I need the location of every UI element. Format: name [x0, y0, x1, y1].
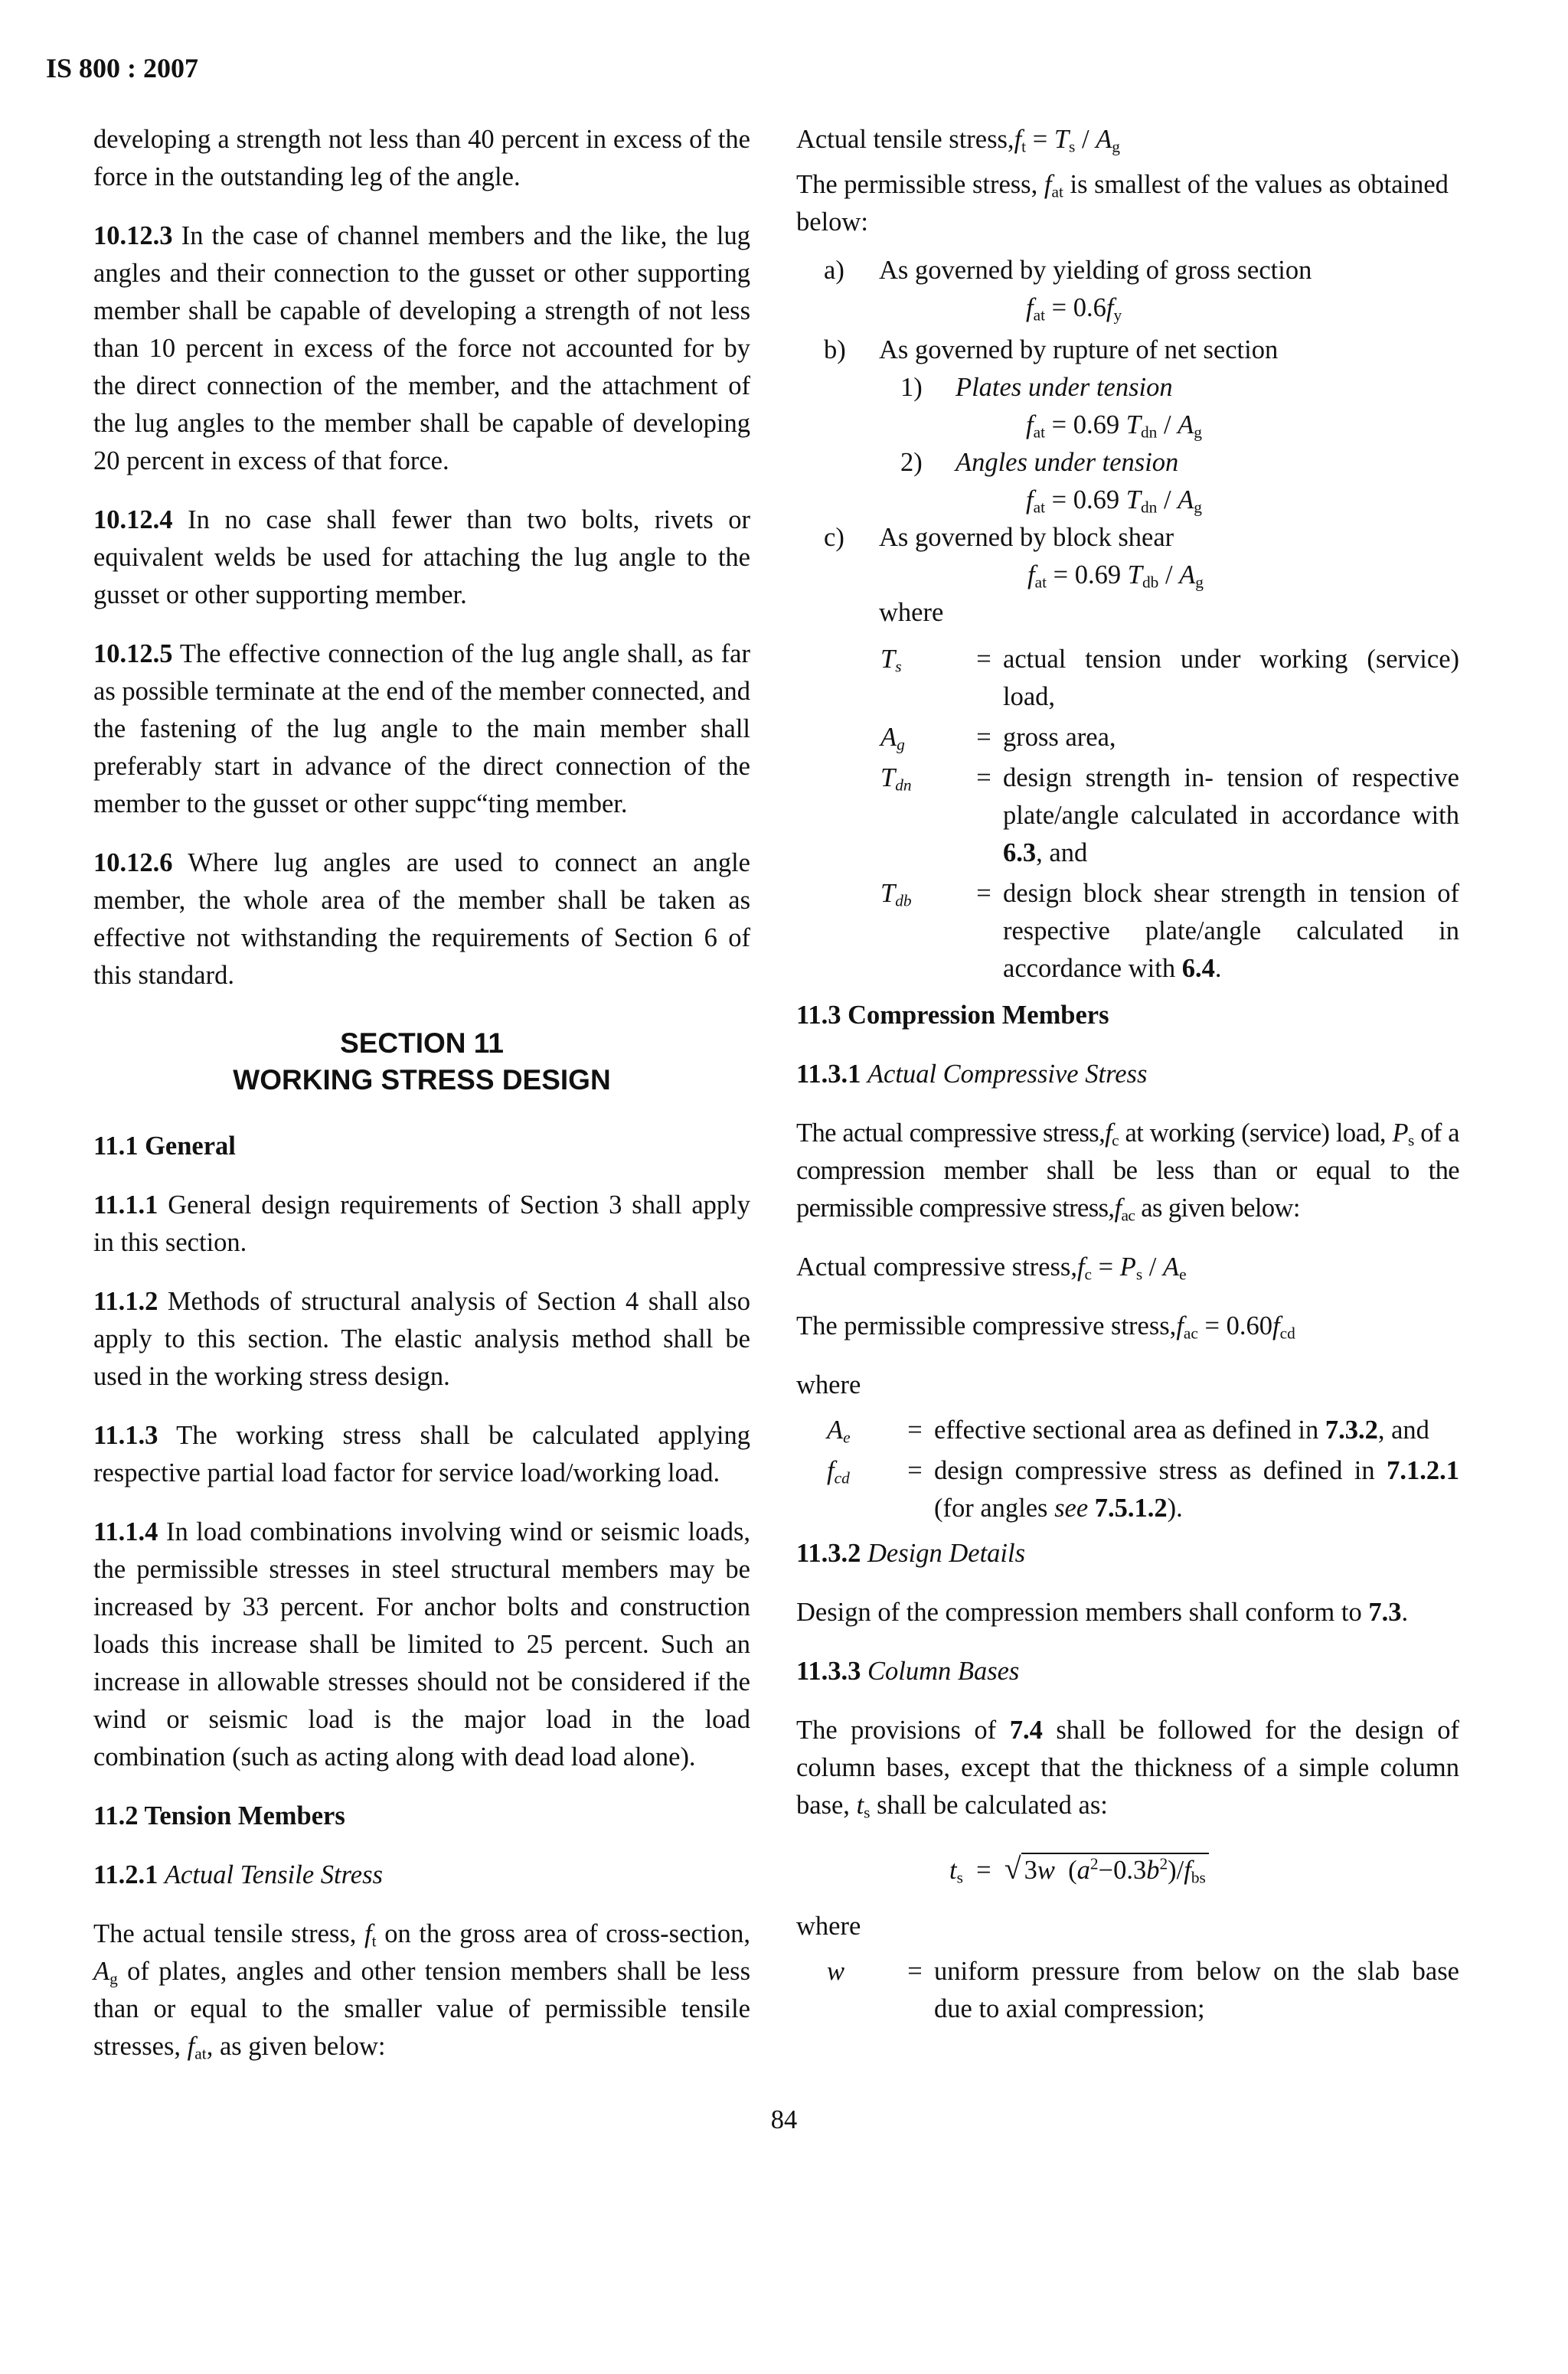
clause-title: Column Bases: [867, 1657, 1020, 1686]
definition-text: design compressive stress as defined in: [934, 1456, 1375, 1485]
list-text: Plates under tension: [956, 373, 1173, 402]
heading-11-2-1: [93, 1856, 750, 1894]
paragraph-continuation: developing a strength not less than 40 percent in excess of the force in the outstanding leg of the angle.: [93, 125, 750, 191]
list-label: c): [824, 523, 844, 552]
cross-reference: 6.3: [1003, 838, 1037, 867]
where-label-1: where: [879, 598, 944, 627]
permissible-compressive-stress-eq: The permissible compressive $stress,f_{ac} = 0.60f_{cd}$: [796, 1311, 1295, 1343]
definition-text: , and: [1377, 1416, 1429, 1445]
left-column: [93, 121, 750, 2087]
text-fragment: The actual compressive stress,: [796, 1118, 1106, 1148]
clause-11-3-1-text: The actual compressive $stress,f_c$ at working (service) load, $P_s$ of a compression member shall be less than or equal to the permissible compressive $stress,f_{ac}$ as given below:: [796, 1118, 1459, 1225]
clause-number: 10.12.6: [93, 848, 173, 877]
heading-11-3-1: [796, 1056, 1459, 1093]
where-block-compression: [796, 1412, 1459, 1527]
list-item-c: [796, 519, 1459, 557]
text-fragment: The provisions of: [796, 1716, 997, 1745]
clause-text: In no case shall fewer than two bolts, rivets or equivalent welds be used for attaching the lug angle to the gusset or other supporting member.: [93, 505, 751, 609]
equation-text: = 0.69: [1053, 560, 1122, 589]
clause-11-1-1: [93, 1187, 750, 1262]
actual-compressive-stress-eq: Actual compressive $stress,f_c = P_s / A_e$: [796, 1252, 1187, 1284]
equation-text: = 0.69: [1051, 485, 1120, 514]
equation-c: $f_{at} = 0.69$ $T_{db} / A_g$: [1027, 560, 1204, 592]
clause-text: Methods of structural analysis of Section 4 shall also apply to this section. The elastic analysis method shall be used in the working stress design.: [93, 1287, 750, 1391]
definition-text: see: [1054, 1494, 1089, 1523]
text-fragment: The actual tensile stress,: [93, 1919, 357, 1948]
clause-number: 11.1.4: [93, 1517, 158, 1546]
definition-text: (for angles: [934, 1494, 1048, 1523]
definition-text: effective sectional area as defined in: [934, 1416, 1319, 1445]
clause-text: Where lug angles are used to connect an angle member, the whole area of the member shall be taken as effective not withstanding the requirements of Section 6 of this standard.: [93, 848, 750, 990]
text-fragment: on the gross area of cross-section,: [384, 1919, 750, 1948]
equation-text: = 0.60: [1204, 1311, 1272, 1340]
section-title: WORKING STRESS DESIGN: [233, 1064, 611, 1096]
list-item-a: [796, 252, 1459, 289]
heading-11-1: 11.1 General: [93, 1131, 236, 1161]
list-item-b2: [796, 444, 1459, 482]
clause-number: 10.12.4: [93, 505, 173, 534]
definition-Ae: $A_e$ = effective sectional area as defined in 7.3.2, and: [827, 1416, 1429, 1447]
list-item-b1: [796, 369, 1459, 407]
clause-number: 11.2.1: [93, 1860, 158, 1889]
equation-b2: $f_{at} = 0.69$ $T_{dn} / A_g$: [1026, 485, 1202, 517]
page-header: IS 800 : 2007: [46, 53, 199, 83]
where-label-2: where: [796, 1370, 861, 1399]
text-fragment: shall be calculated as:: [877, 1791, 1108, 1820]
clause-number: 10.12.5: [93, 639, 173, 668]
where-label-3: where: [796, 1912, 861, 1941]
list-label: 2): [900, 448, 923, 477]
definition-Ts: $T_s$ = actual tension under working (service) load,: [880, 641, 1459, 716]
definition-w: w = uniform pressure from below on the slab base due to axial compression;: [796, 1953, 1459, 2028]
clause-text: In load combinations involving wind or seismic loads, the permissible stresses in steel structural members may be increased by 33 percent. For anchor bolts and construction loads this increase shall be limited to 25 percent. Such an increase in allowable stresses should not be considered if the wind or seismic load is the major load in the load combination (such as acting along with dead load alone).: [93, 1517, 750, 1772]
text-fragment: as given below:: [1141, 1194, 1300, 1223]
text-fragment: Design of the compression members shall conform to: [796, 1598, 1362, 1627]
clause-number: 11.1.2: [93, 1287, 158, 1316]
clause-title: Actual Tensile Stress: [164, 1860, 383, 1889]
definition-Ag: $A_g$ = gross area,: [880, 719, 1459, 756]
equation-a: $f_{at} = 0.6f_y$: [1026, 293, 1122, 325]
clause-text: In the case of channel members and the like, the lug angles and their connection to the gusset or other supporting member shall be capable of developing a strength of not less than 10 percent in excess of the force not accounted for by the direct connection of the member, and the attachment of the lug angles to the member shall be capable of developing 20 percent in excess of that force.: [93, 221, 750, 475]
permissible-stress-intro: The permissible stress, $f_{at}$ is smallest of the values as obtained below:: [796, 170, 1449, 237]
section-number: SECTION 11: [340, 1027, 504, 1059]
equation-b1: $f_{at} = 0.69$ $T_{dn} / A_g$: [1026, 410, 1202, 442]
clause-11-1-3: [93, 1417, 750, 1492]
text-fragment: of plates, angles and other tension members shall be less than or equal to the smaller value of permissible tensile stresses,: [93, 1957, 751, 2061]
text-fragment: at working (service) load,: [1125, 1118, 1386, 1148]
heading-11-3-3: [796, 1653, 1459, 1690]
right-column: [796, 121, 1459, 2031]
list-text: Angles under tension: [956, 448, 1179, 477]
clause-10-12-4: [93, 501, 750, 614]
clause-text: The effective connection of the lug angle shall, as far as possible terminate at the end of the member connected, and the fastening of the lug angle to the main member shall preferably start in advance of the direct connection of the member to the gusset or other suppc“ting member.: [93, 639, 750, 818]
clause-number: 11.3.3: [796, 1657, 861, 1686]
text-fragment: The permissible compressive stress,: [796, 1311, 1177, 1340]
page-number: 84: [770, 2105, 798, 2134]
list-text: As governed by block shear: [879, 523, 1174, 552]
cross-reference: 7.5.1.2: [1094, 1494, 1168, 1523]
clause-11-3-3-text: The provisions of 7.4 shall be followed for the design of column bases, except that the thickness of a simple column base, $t_s$ shall be calculated as:: [796, 1716, 1460, 1822]
text-fragment: Actual compressive stress,: [796, 1252, 1077, 1282]
column-base-thickness-formula: $t_s$ = √ 3w $(a^2-0.3b^2)/f_{bs}$: [796, 1850, 1459, 1889]
clause-11-3-2-text: [796, 1594, 1459, 1631]
text-fragment: .: [1401, 1598, 1409, 1627]
definition-text: , and: [1036, 838, 1088, 867]
list-label: 1): [900, 373, 923, 402]
clause-number: 11.1.1: [93, 1190, 158, 1220]
text-fragment: The permissible stress,: [796, 170, 1038, 199]
list-label: b): [824, 335, 846, 364]
clause-10-12-3: [93, 217, 750, 480]
clause-number: 11.1.3: [93, 1421, 158, 1450]
cross-reference: 7.3.2: [1325, 1416, 1378, 1445]
definition-text: design block shear strength in tension of respective plate/angle calculated in accordance with: [1003, 879, 1459, 983]
actual-tensile-stress-eq: Actual tensile $stress,f_t = T_s / A_g$: [796, 125, 1120, 156]
definition-text: ).: [1167, 1494, 1183, 1523]
clause-11-1-4: [93, 1514, 750, 1776]
text-fragment: shall be followed for the design of column bases, except that the thickness of a simple column base,: [796, 1716, 1460, 1820]
cross-reference: 6.4: [1181, 954, 1215, 983]
heading-11-3-2: [796, 1535, 1459, 1572]
definition-Tdn: $T_{dn}$ = design strength in- tension of respective plate/angle calculated in accordance with 6.3, and: [880, 763, 1459, 867]
clause-text: The working stress shall be calculated applying respective partial load factor for service load/working load.: [93, 1421, 750, 1487]
definition-text: design strength in- tension of respective plate/angle calculated in accordance with: [1003, 763, 1459, 830]
cross-reference: 7.1.2.1: [1387, 1456, 1459, 1485]
clause-title: Actual Compressive Stress: [867, 1060, 1148, 1089]
list-label: a): [824, 256, 844, 285]
cross-reference: 7.3: [1368, 1598, 1402, 1627]
list-item-b: [796, 331, 1459, 369]
definition-text: uniform pressure from below on the slab base due to axial compression;: [934, 1957, 1459, 2023]
list-text: As governed by yielding of gross section: [879, 256, 1312, 285]
clause-title: Design Details: [867, 1539, 1026, 1568]
clause-11-2-1-text: The actual tensile stress, $f_t$ on the gross area of cross-section, $A_g$ of plates, angles and other tension members shall be less than or equal to the smaller value of permissible tensile stresses, $f_{at}$, as given below:: [93, 1919, 751, 2063]
where-block-tension: [796, 641, 1459, 988]
clause-11-1-2: [93, 1283, 750, 1396]
clause-number: 11.3.2: [796, 1539, 861, 1568]
cross-reference: 7.4: [1009, 1716, 1043, 1745]
clause-10-12-5: [93, 635, 750, 823]
text-fragment: as given below:: [219, 2032, 386, 2061]
definition-text: gross area,: [1003, 723, 1116, 752]
section-heading: [93, 1025, 750, 1099]
definition-fcd: $f_{cd}$ = design compressive stress as defined in 7.1.2.1 (for angles see 7.5.1.2).: [827, 1456, 1459, 1523]
equation-text: = 0.69: [1051, 410, 1120, 439]
heading-11-3: 11.3 Compression Members: [796, 1001, 1109, 1030]
text-fragment: of a compression member shall be less than or equal to the permissible compressive stress,: [796, 1118, 1459, 1223]
list-text: As governed by rupture of net section: [879, 335, 1279, 364]
text-fragment: is smallest of the values as obtained below:: [796, 170, 1449, 237]
heading-11-2: 11.2 Tension Members: [93, 1801, 345, 1830]
equation-text: = 0.6: [1051, 293, 1106, 322]
clause-number: 11.3.1: [796, 1060, 861, 1089]
definition-Tdb: $T_{db}$ = design block shear strength in tension of respective plate/angle calculated in accordance with 6.4.: [880, 879, 1459, 983]
text-fragment: Actual tensile stress,: [796, 125, 1014, 154]
definition-text: actual tension under working (service) load,: [1003, 645, 1459, 711]
clause-10-12-6: [93, 844, 750, 994]
clause-text: General design requirements of Section 3 shall apply in this section.: [93, 1190, 750, 1257]
clause-number: 10.12.3: [93, 221, 173, 250]
